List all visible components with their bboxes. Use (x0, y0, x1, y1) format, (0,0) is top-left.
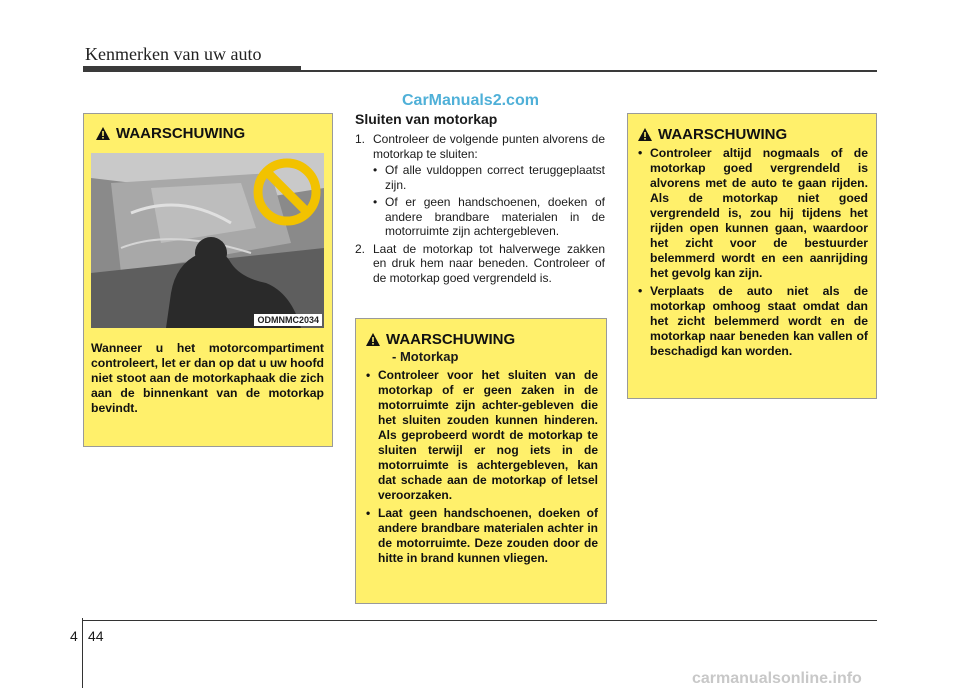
warning-triangle-icon (96, 127, 110, 140)
right-warning-heading (638, 126, 868, 143)
watermark-top: CarManuals2.com (402, 92, 539, 109)
left-warning-heading (96, 125, 245, 142)
step-1-number: 1. (355, 132, 366, 146)
step-1 (355, 132, 605, 239)
middle-warning-bullet: • Laat geen handschoenen, doeken of andere brandbare materialen achter in de motorruimte. Deze zouden door de hitte in brand kunnen vliegen. (366, 506, 598, 566)
footer-divider (82, 618, 83, 688)
photo-code-label: ODMNMC2034 (254, 314, 322, 326)
header-rule-thick (83, 66, 301, 72)
left-warning-text: Wanneer u het motorcompartiment controleert, let er dan op dat u uw hoofd niet stoot aan de motorkaphaak die zich aan de binnenkant van de motorkap bevindt. (91, 341, 324, 415)
step-2-text: Laat de motorkap tot halverwege zakken en druk hem naar beneden. Controleer of de motorkap goed vergrendeld is. (373, 241, 605, 285)
section-title: Sluiten van motorkap (355, 111, 498, 127)
prohibition-icon (252, 157, 322, 227)
warning-triangle-icon (366, 333, 380, 346)
middle-warning-subheading: - Motorkap (392, 349, 459, 364)
right-warning-box (627, 113, 877, 399)
middle-warning-bullets (366, 368, 598, 566)
page-number: 44 (88, 628, 104, 644)
middle-warning-heading-text: WAARSCHUWING (386, 331, 516, 348)
step-2-number: 2. (355, 241, 366, 256)
middle-warning-bullet: • Controleer voor het sluiten van de motorkap of er geen zaken in de motorruimte zijn achter-gebleven die het sluiten zouden kunnen hinderen. Als geprobeerd wordt de motorkap te sluiten terwijl er nog iets in de motorruimte is achtergebleven, kan dat schade aan de motorkap of letsel veroorzaken. (366, 368, 598, 503)
step-1-bullet: • Of alle vuldoppen correct teruggeplaatst zijn. (373, 163, 605, 192)
middle-warning-box (355, 318, 607, 604)
right-warning-heading-text: WAARSCHUWING (658, 126, 788, 143)
right-warning-bullet: • Controleer altijd nogmaals of de motorkap goed vergrendeld is alvorens met de auto te gaan rijden. Als de motorkap niet goed vergrendeld is, zou hij tijdens het rijden open kunnen gaan, waardoor het zicht voor de bestuurder belemmerd wordt en een aanrijding het gevolg kan zijn. (638, 146, 868, 281)
right-warning-bullet: • Verplaats de auto niet als de motorkap omhoog staat omdat dan het zicht belemmerd wordt en de motorkap naar beneden kan vallen of beschadigd kan worden. (638, 284, 868, 359)
footer-rule (83, 620, 877, 621)
warning-triangle-icon (638, 128, 652, 141)
left-warning-heading-text: WAARSCHUWING (116, 125, 246, 142)
step-1-bullets (373, 163, 605, 239)
engine-hood-photo (91, 153, 324, 328)
step-1-text: Controleer de volgende punten alvorens de motorkap te sluiten: (373, 132, 605, 161)
page-header-title: Kenmerken van uw auto (85, 44, 262, 64)
step-2 (355, 242, 605, 286)
middle-warning-heading (366, 331, 598, 348)
watermark-bottom: carmanualsonline.info (692, 670, 862, 687)
right-warning-bullets (638, 146, 868, 359)
header-rule-thin (301, 70, 877, 72)
chapter-number: 4 (70, 628, 78, 644)
steps-list (355, 132, 605, 288)
step-1-bullet: • Of er geen handschoenen, doeken of andere brandbare materialen in de motorruimte zijn achtergebleven. (373, 195, 605, 239)
